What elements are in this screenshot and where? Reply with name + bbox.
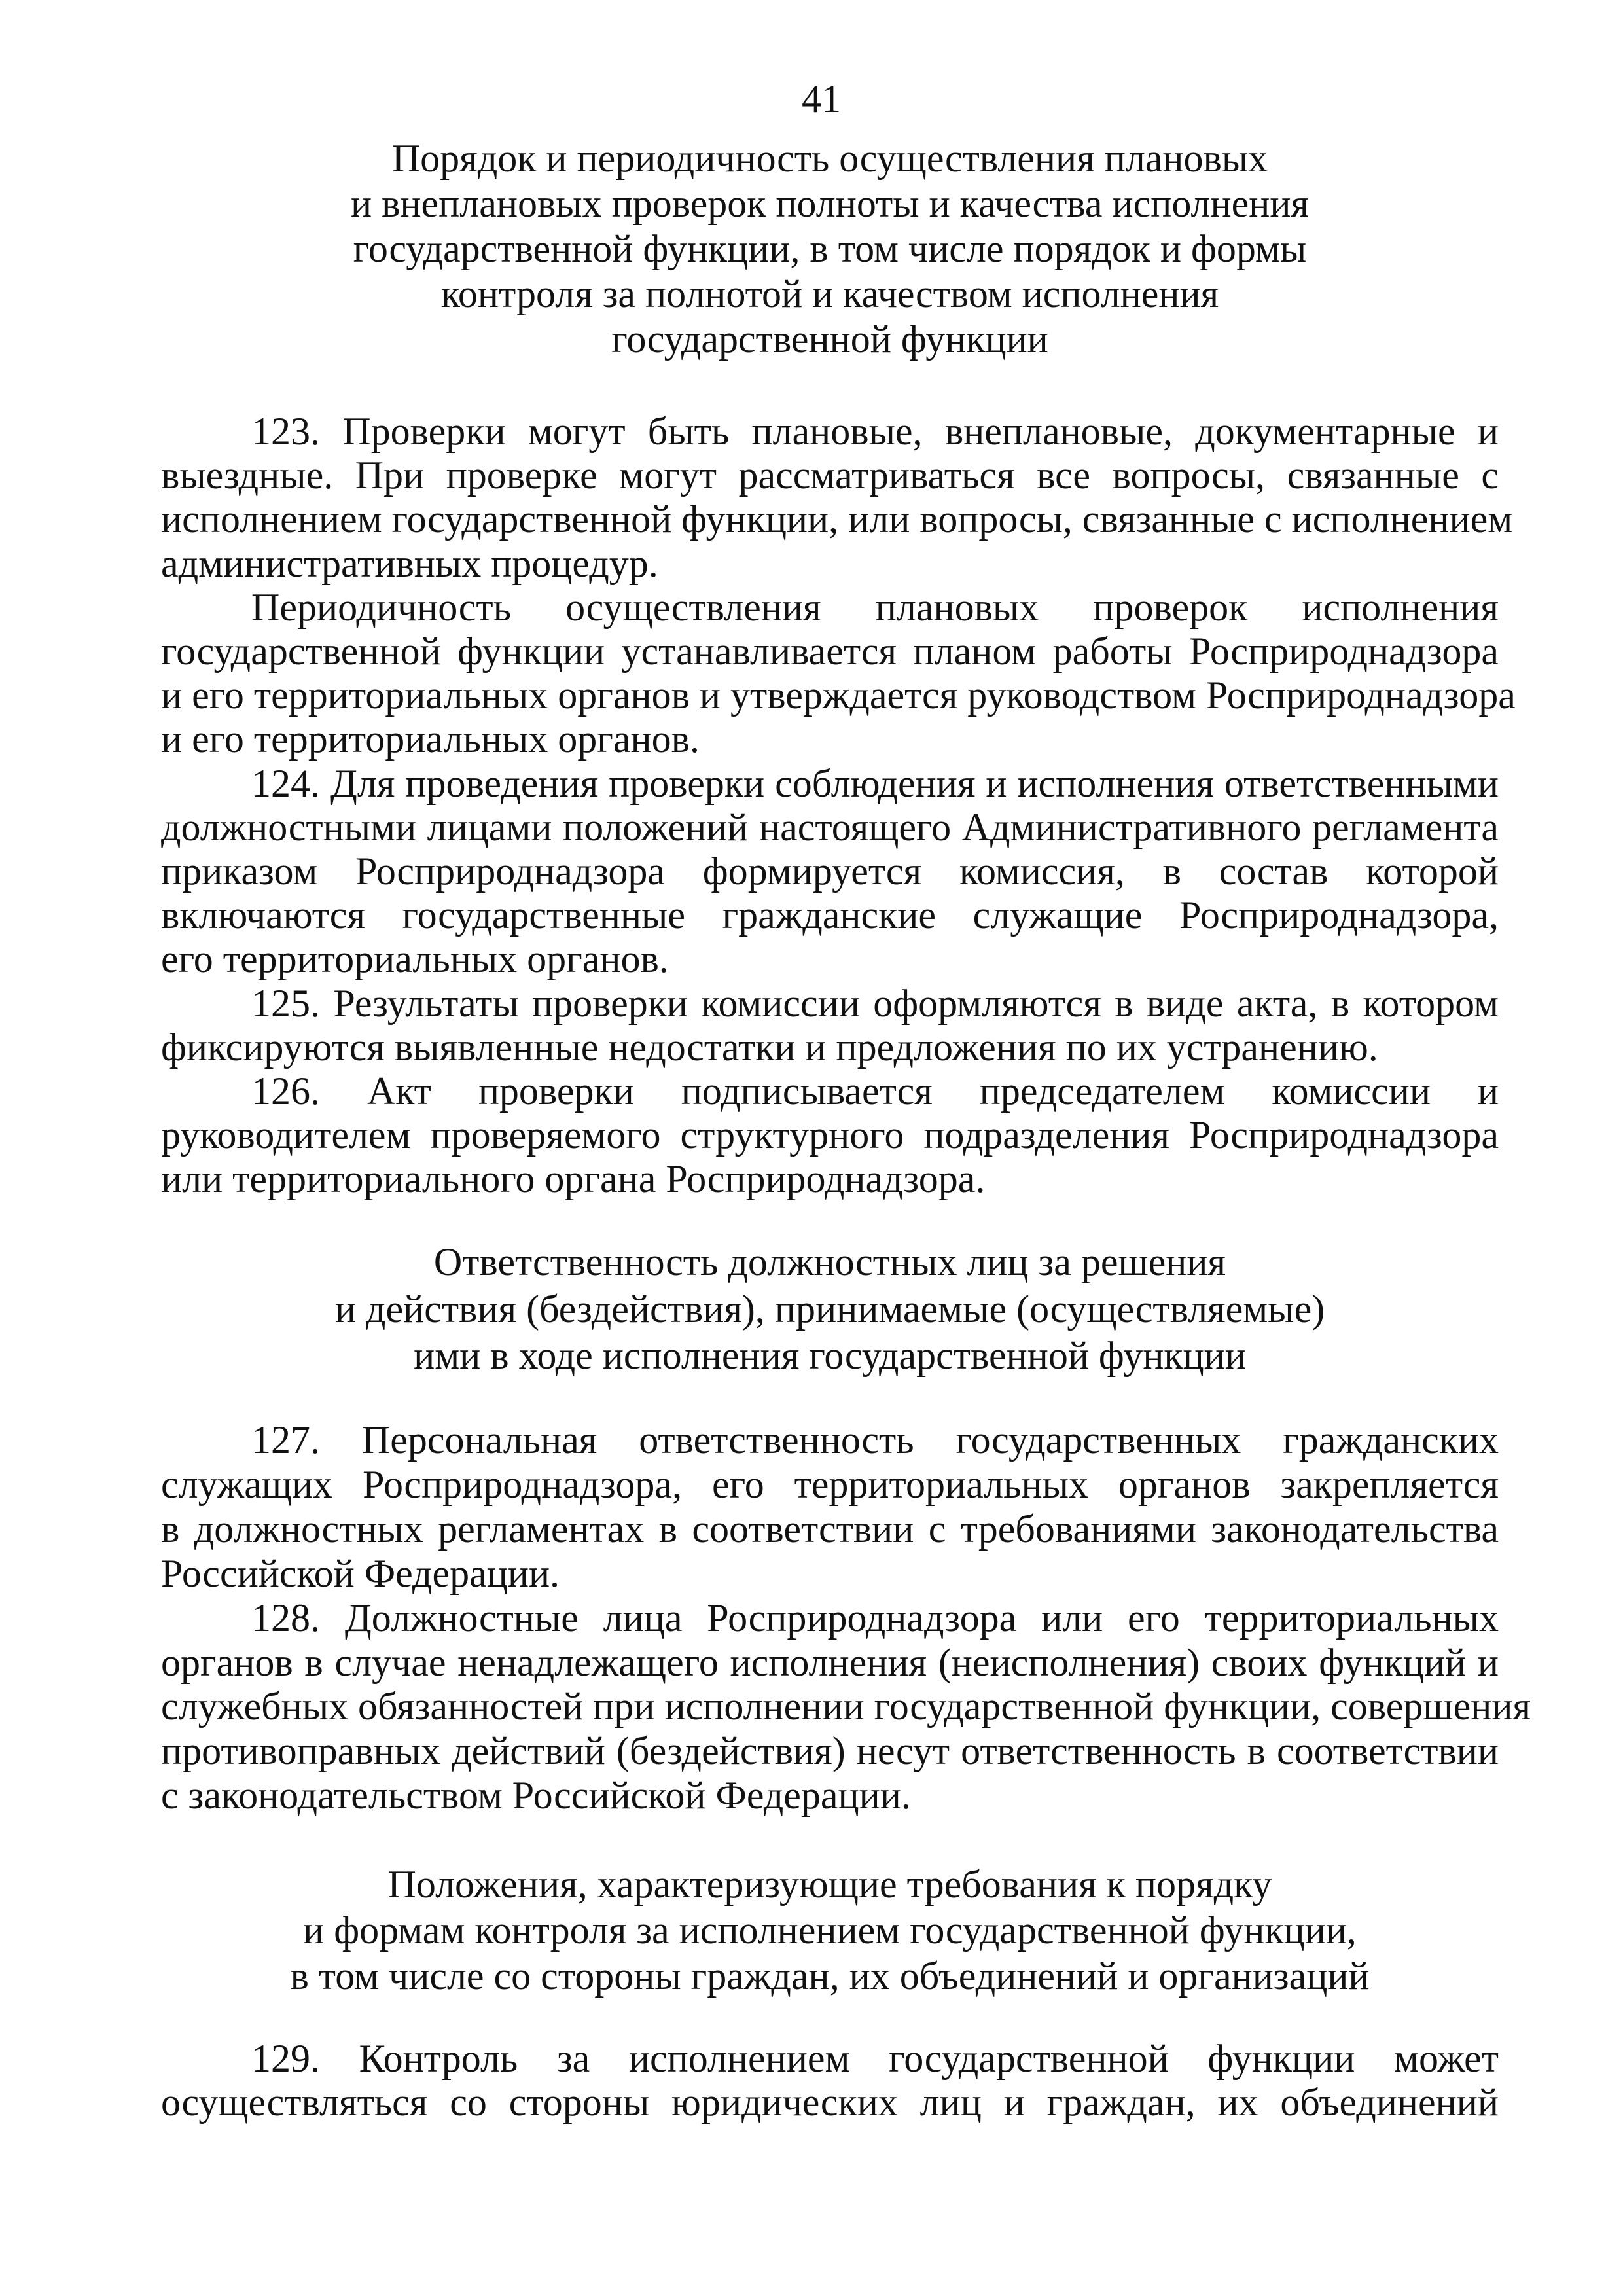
paragraph — [161, 1069, 1499, 1202]
paragraph-line: и его территориальных органов и утверждается руководством Росприроднадзора — [161, 673, 1516, 717]
paragraph-line: с законодательством Российской Федерации. — [161, 1774, 911, 1818]
paragraph-line: в должностных регламентах в соответствии с требованиями законодательства — [161, 1507, 1499, 1551]
heading-line: контроля за полнотой и качеством исполнения — [440, 272, 1219, 315]
paragraph-line: Периодичность осуществления плановых проверок исполнения — [251, 585, 1499, 629]
page-number: 41 — [802, 77, 841, 120]
heading-line: ими в ходе исполнения государственной функции — [414, 1334, 1246, 1377]
section-heading-2 — [161, 1239, 1499, 1380]
paragraph-line: и его территориальных органов. — [161, 717, 700, 761]
heading-line: в том числе со стороны граждан, их объединений и организаций — [290, 1954, 1370, 1998]
paragraph-line: 125. Результаты проверки комиссии оформляются в виде акта, в котором — [251, 981, 1499, 1025]
paragraph-line: служащих Росприроднадзора, его территориальных органов закрепляется — [161, 1462, 1499, 1506]
paragraph — [161, 410, 1513, 586]
paragraph-line: служебных обязанностей при исполнении государственной функции, совершения — [161, 1685, 1531, 1729]
paragraph-line: 124. Для проведения проверки соблюдения и исполнения ответственными — [251, 761, 1499, 805]
heading-line: Положения, характеризующие требования к порядку — [387, 1863, 1272, 1906]
heading-line: и формам контроля за исполнением государственной функции, — [303, 1909, 1357, 1952]
paragraph — [161, 762, 1499, 982]
paragraph-line: государственной функции устанавливается планом работы Росприроднадзора — [161, 630, 1499, 673]
heading-line: государственной функции, в том числе порядок и формы — [353, 227, 1307, 270]
paragraph-line: противоправных действий (бездействия) несут ответственность в соответствии — [161, 1729, 1499, 1773]
paragraph — [161, 1418, 1499, 1596]
heading-line: государственной функции — [611, 317, 1048, 361]
heading-line: и внеплановых проверок полноты и качества исполнения — [350, 182, 1310, 225]
paragraph — [161, 585, 1516, 762]
paragraph-line: руководителем проверяемого структурного подразделения Росприроднадзора — [161, 1113, 1499, 1157]
paragraph-line: его территориальных органов. — [161, 937, 669, 981]
paragraph-line: 123. Проверки могут быть плановые, внеплановые, документарные и — [251, 410, 1499, 453]
paragraph — [161, 1596, 1531, 1819]
section-body-1 — [161, 410, 1516, 1202]
paragraph-line: 128. Должностные лица Росприроднадзора или его территориальных — [251, 1596, 1499, 1640]
paragraph-line: включаются государственные гражданские служащие Росприроднадзора, — [161, 893, 1499, 937]
section-heading-1 — [161, 136, 1499, 362]
heading-line: Порядок и периодичность осуществления плановых — [391, 137, 1268, 180]
section-heading-3 — [161, 1861, 1499, 1999]
paragraph-line: выездные. При проверке могут рассматриваться все вопросы, связанные с — [161, 454, 1499, 497]
paragraph — [161, 982, 1499, 1069]
paragraph-line: или территориального органа Росприроднадзора. — [161, 1157, 986, 1201]
paragraph-line: 126. Акт проверки подписывается председателем комиссии и — [251, 1069, 1499, 1113]
paragraph-line: осуществляться со стороны юридических лиц и граждан, их объединений — [161, 2081, 1499, 2124]
paragraph-line: 127. Персональная ответственность государственных гражданских — [251, 1418, 1499, 1462]
paragraph-line: приказом Росприроднадзора формируется комиссия, в состав которой — [161, 850, 1499, 893]
section-body-2 — [161, 1418, 1531, 1818]
paragraph — [161, 2037, 1499, 2125]
paragraph-line: органов в случае ненадлежащего исполнения (неисполнения) своих функций и — [161, 1640, 1499, 1684]
paragraph-line: 129. Контроль за исполнением государственной функции может — [251, 2037, 1499, 2080]
paragraph-line: административных процедур. — [161, 541, 658, 585]
paragraph-line: фиксируются выявленные недостатки и предложения по их устранению. — [161, 1025, 1378, 1069]
paragraph-line: должностными лицами положений настоящего Административного регламента — [161, 805, 1499, 849]
paragraph-line: исполнением государственной функции, или вопросы, связанные с исполнением — [161, 497, 1513, 541]
section-body-3 — [161, 2037, 1499, 2125]
paragraph-line: Российской Федерации. — [161, 1551, 560, 1595]
heading-line: и действия (бездействия), принимаемые (осуществляемые) — [334, 1287, 1325, 1331]
heading-line: Ответственность должностных лиц за решения — [433, 1240, 1226, 1283]
